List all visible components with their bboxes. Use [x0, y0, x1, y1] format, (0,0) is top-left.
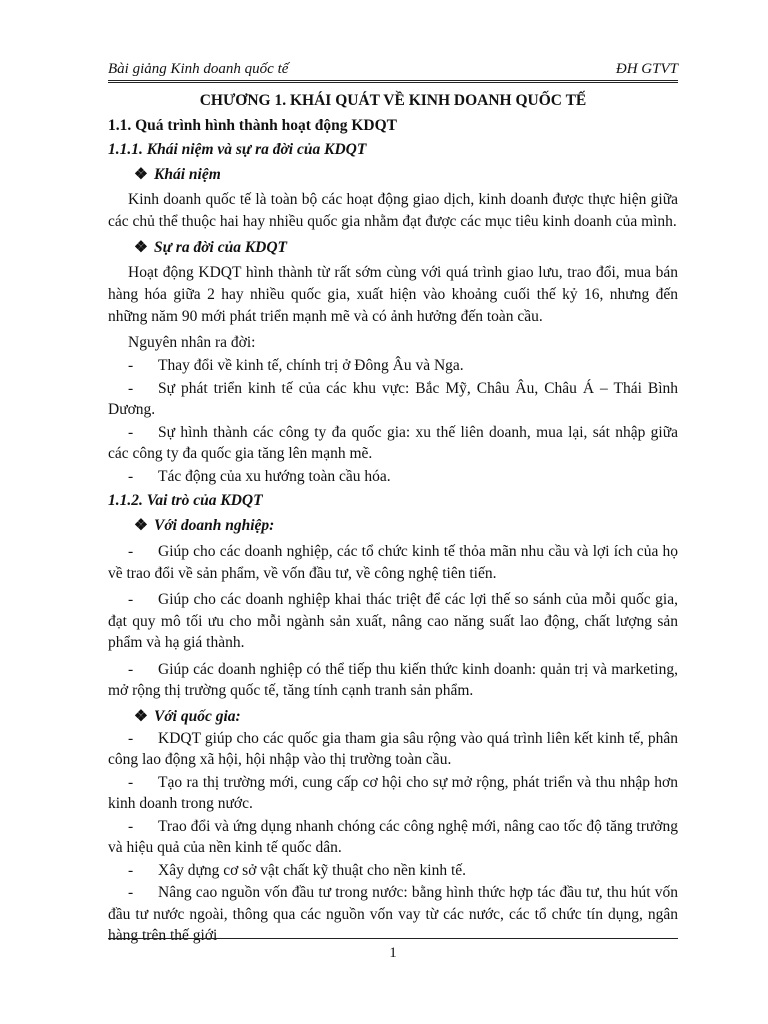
dash-marker: -: [128, 861, 134, 879]
header-university: ĐH GTVT: [615, 61, 678, 77]
dash-marker: -: [128, 423, 134, 441]
dash-marker: -: [128, 817, 134, 835]
dash-marker: -: [128, 884, 134, 901]
footer-divider: [108, 938, 678, 939]
bullet-heading-label: Với quốc gia:: [154, 707, 241, 725]
causes-list: [108, 355, 678, 487]
bullet-heading-label: Sự ra đời của KDQT: [154, 239, 288, 256]
chapter-title: CHƯƠNG 1. KHÁI QUÁT VỀ KINH DOANH QUỐC TẾ: [199, 92, 587, 109]
list-item: - Tác động của xu hướng toàn cầu hóa.: [108, 466, 678, 488]
enterprise-list: [108, 541, 678, 702]
paragraph-khai-niem: Kinh doanh quốc tế là toàn bộ các hoạt động giao dịch, kinh doanh được thực hiện giữa các chủ thể thuộc hai hay nhiều quốc gia nhằm đạt được các mục tiêu kinh doanh của mình.: [108, 191, 678, 230]
dash-marker: -: [128, 467, 134, 485]
diamond-bullet-icon: ❖: [134, 239, 148, 256]
dash-marker: -: [128, 357, 134, 374]
paragraph-nguyen-nhan: Nguyên nhân ra đời:: [128, 334, 256, 351]
bullet-heading-label: Với doanh nghiệp:: [154, 517, 275, 534]
bullet-heading-khai-niem: [108, 165, 678, 185]
list-item: - Sự phát triển kinh tế của các khu vực: Bắc Mỹ, Châu Âu, Châu Á – Thái Bình Dương.: [108, 379, 678, 418]
list-item: - KDQT giúp cho các quốc gia tham gia sâu rộng vào quá trình liên kết kinh tế, phân công lao động xã hội, hội nhập vào thị trường toàn cầu.: [108, 729, 678, 768]
dash-marker: -: [128, 729, 134, 747]
dash-marker: -: [128, 591, 134, 608]
diamond-bullet-icon: ❖: [134, 517, 148, 534]
bullet-heading-su-ra-doi: [108, 238, 678, 258]
dash-marker: -: [128, 379, 134, 397]
list-item: - Nâng cao nguồn vốn đầu tư trong nước: bằng hình thức hợp tác đầu tư, thu hút vốn đầu tư nước ngoài, thông qua các nguồn vốn vay từ các nước, các tổ chức tín dụng, ngân hàng trên thế giới: [108, 884, 678, 944]
paragraph-su-ra-doi: Hoạt động KDQT hình thành từ rất sớm cùng với quá trình giao lưu, trao đổi, mua bán hàng hóa giữa 2 hay nhiều quốc gia, xuất hiện vào khoảng cuối thế kỷ 16, nhưng đến những năm 90 mới phát triển mạnh mẽ và có ảnh hưởng đến toàn cầu.: [108, 264, 678, 325]
page-number: 1: [389, 945, 397, 961]
list-item: - Tạo ra thị trường mới, cung cấp cơ hội cho sự mở rộng, phát triển và thu nhập hơn kinh doanh trong nước.: [108, 773, 678, 812]
list-item: - Trao đổi và ứng dụng nhanh chóng các công nghệ mới, nâng cao tốc độ tăng trưởng và hiệu quả của nền kinh tế quốc dân.: [108, 817, 678, 856]
running-header: [108, 60, 678, 83]
section-heading-1-1-2: 1.1.2. Vai trò của KDQT: [108, 492, 263, 509]
list-item: - Giúp cho các doanh nghiệp, các tổ chức kinh tế thỏa mãn nhu cầu và lợi ích của họ về trao đổi về sản phẩm, về vốn đầu tư, về công nghệ tiên tiến.: [108, 543, 678, 582]
dash-marker: -: [128, 773, 134, 791]
bullet-heading-quoc-gia: [108, 707, 678, 727]
list-item: - Xây dựng cơ sở vật chất kỹ thuật cho nền kinh tế.: [108, 860, 678, 882]
header-course-title: Bài giảng Kinh doanh quốc tế: [108, 61, 289, 77]
list-item: - Giúp các doanh nghiệp có thể tiếp thu kiến thức kinh doanh: quản trị và marketing, mở rộng thị trường quốc tế, tăng tính cạnh tranh sản phẩm.: [108, 660, 678, 699]
document-page: [108, 60, 678, 947]
list-item: - Thay đổi về kinh tế, chính trị ở Đông Âu và Nga.: [108, 355, 678, 377]
bullet-heading-label: Khái niệm: [154, 166, 221, 183]
section-heading-1-1: 1.1. Quá trình hình thành hoạt động KDQT: [108, 117, 397, 134]
bullet-heading-doanh-nghiep: [108, 516, 678, 536]
dash-marker: -: [128, 543, 134, 560]
list-item: - Giúp cho các doanh nghiệp khai thác triệt để các lợi thế so sánh của mỗi quốc gia, đạt quy mô tối ưu cho mỗi ngành sản xuất, nâng cao năng suất lao động, chất lượng sản phẩm và hạ giá thành.: [108, 591, 678, 651]
page-footer: [108, 938, 678, 962]
section-heading-1-1-1: 1.1.1. Khái niệm và sự ra đời của KDQT: [108, 141, 367, 158]
diamond-bullet-icon: ❖: [134, 707, 148, 725]
nation-list: [108, 728, 678, 947]
list-item: - Sự hình thành các công ty đa quốc gia: xu thế liên doanh, mua lại, sát nhập giữa các công ty đa quốc gia tăng lên mạnh mẽ.: [108, 423, 678, 462]
dash-marker: -: [128, 660, 134, 678]
diamond-bullet-icon: ❖: [134, 166, 148, 183]
